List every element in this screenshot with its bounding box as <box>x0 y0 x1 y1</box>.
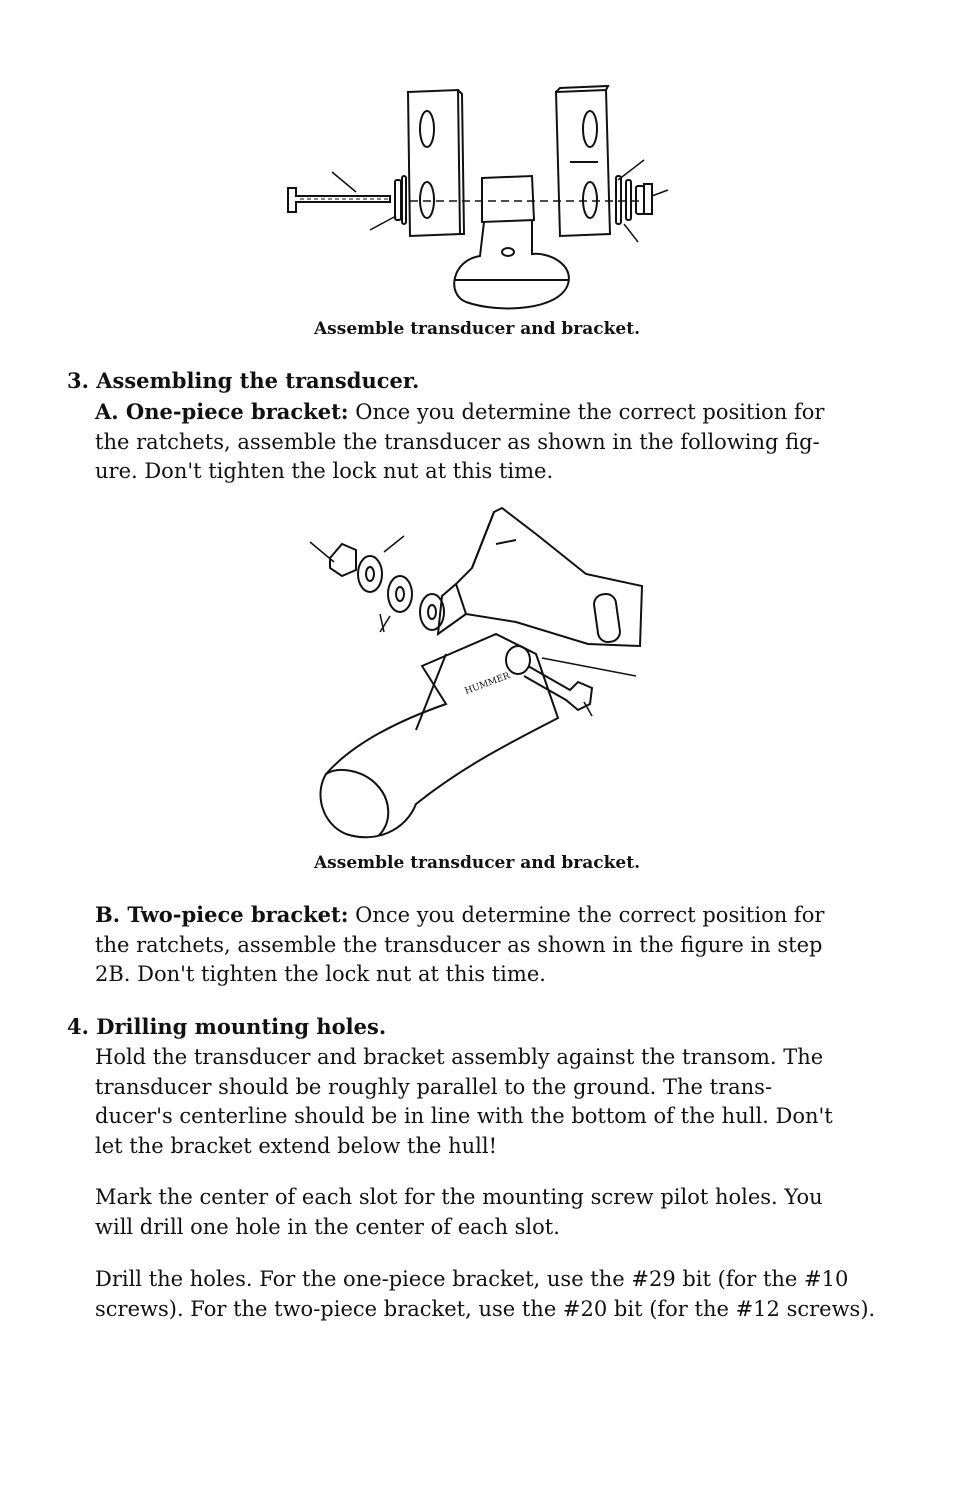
two-piece-bracket-exploded-illustration-icon <box>270 84 680 316</box>
step3-b-line-2: 2B. Don't tighten the lock nut at this time. <box>95 962 546 987</box>
step3-b-label: B. Two-piece bracket: <box>95 902 349 927</box>
step4-p1-line-2: ducer's centerline should be in line with the bottom of the hull. Don't <box>95 1104 833 1129</box>
step4-p2-line-0: Mark the center of each slot for the mounting screw pilot holes. You <box>95 1185 823 1209</box>
figure2-caption: Assemble transducer and bracket. <box>313 853 640 873</box>
step4-p1-line-1: transducer should be roughly parallel to the ground. The trans- <box>95 1074 773 1099</box>
step3-b-line-0: Once you determine the correct position for <box>348 903 825 927</box>
step4-heading: 4. Drilling mounting holes. <box>67 1014 387 1039</box>
step4-paragraph-3 <box>95 1265 895 1324</box>
step4-p3-line-0: Drill the holes. For the one-piece bracket, use the #29 bit (for the #10 <box>95 1267 849 1291</box>
step4-p1-line-3: let the bracket extend below the hull! <box>95 1133 498 1158</box>
step3-b-paragraph <box>95 900 895 990</box>
step4-p2-line-1: will drill one hole in the center of each slot. <box>95 1214 560 1239</box>
one-piece-bracket-assembly-illustration-icon <box>296 504 652 846</box>
step4-paragraph-2 <box>95 1183 895 1242</box>
step3-a-line-0: Once you determine the correct position for <box>348 400 825 424</box>
svg-text:HUMMER: HUMMER <box>463 671 512 697</box>
step3-b-line-1: the ratchets, assemble the transducer as shown in the figure in step <box>95 932 823 957</box>
step4-paragraph-1 <box>95 1043 895 1161</box>
figure1-caption: Assemble transducer and bracket. <box>313 319 640 339</box>
step4-p3-line-1: screws). For the two-piece bracket, use the #20 bit (for the #12 screws). <box>95 1296 876 1321</box>
step4-p1-line-0: Hold the transducer and bracket assembly against the transom. The <box>95 1045 824 1069</box>
step3-a-label: A. One-piece bracket: <box>95 399 349 424</box>
step3-a-line-2: ure. Don't tighten the lock nut at this time. <box>95 459 554 484</box>
step3-heading: 3. Assembling the transducer. <box>67 368 420 393</box>
step3-a-paragraph <box>95 397 895 487</box>
step3-a-line-1: the ratchets, assemble the transducer as shown in the following fig- <box>95 429 820 454</box>
